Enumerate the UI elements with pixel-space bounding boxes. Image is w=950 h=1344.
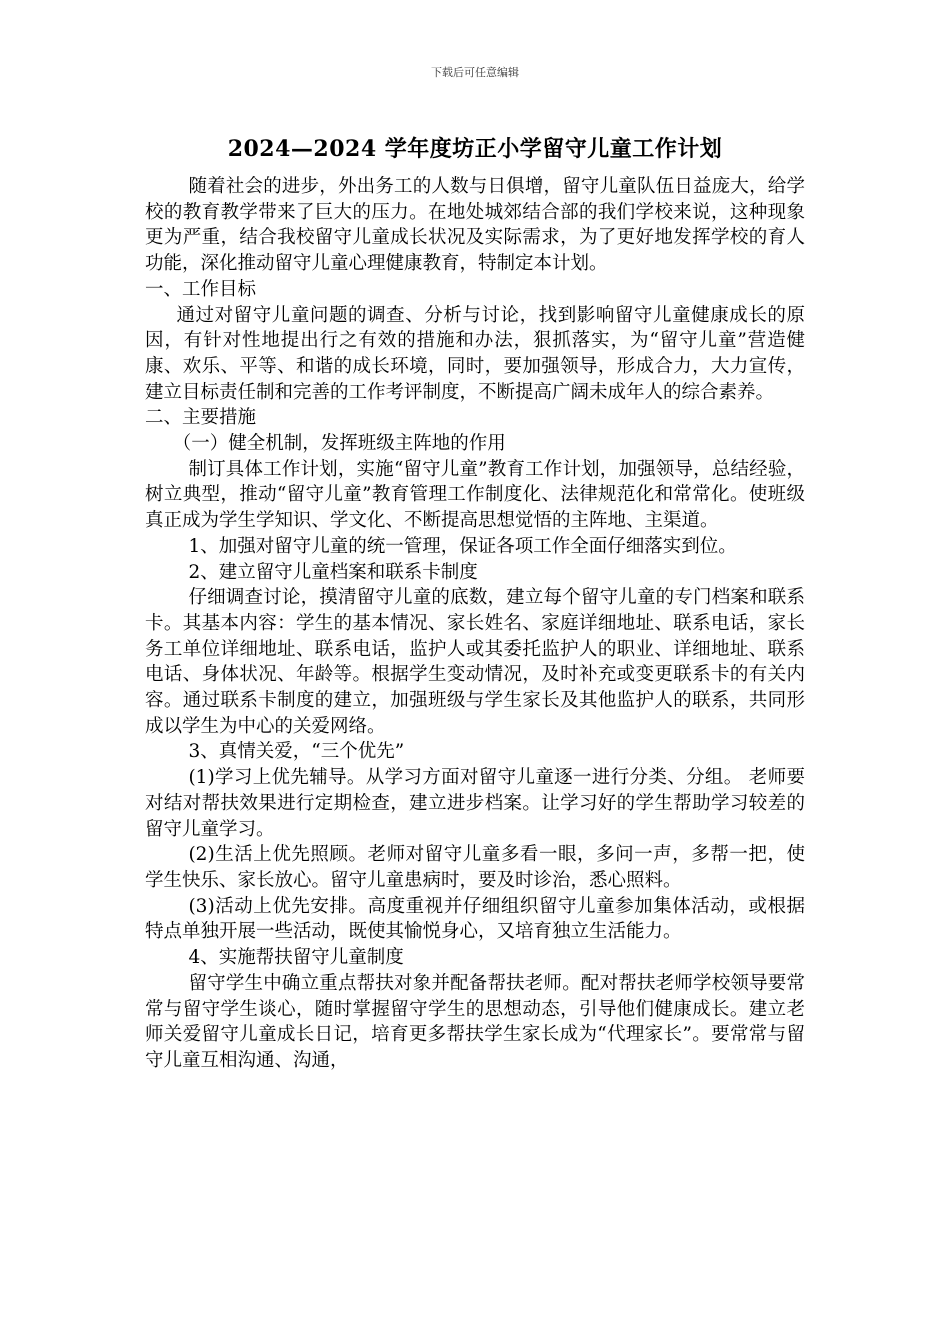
item-1-paragraph: 1、加强对留守儿童的统一管理，保证各项工作全面仔细落实到位。	[188, 535, 737, 557]
goals-paragraph: 通过对留守儿童问题的调查、分析与讨论，找到影响留守儿童健康成长的原因，有针对性地提出行之有效的措施和办法，狠抓落实，为“留守儿童”营造健康、欢乐、平等、和谐的成长环境，同时，要加强领导，形成合力，大力宣传，建立目标责任制和完善的工作考评制度，不断提高广阔未成年人的综合素养。	[145, 304, 805, 403]
item-3-3-paragraph: (3)活动上优先安排。高度重视并仔细组织留守儿童参加集体活动，或根据特点单独开展一些活动，既使其愉悦身心，又培育独立生活能力。	[145, 895, 805, 943]
item-3-heading: 3、真情关爱，“三个优先”	[188, 741, 405, 763]
section-heading-goals: 一、工作目标	[145, 278, 257, 300]
item-3-2-paragraph: (2)生活上优先照顾。老师对留守儿童多看一眼，多问一声，多帮一把，使学生快乐、家长放心。留守儿童患病时，要及时诊治，悉心照料。	[145, 844, 805, 891]
mechanism-paragraph: 制订具体工作计划，实施“留守儿童”教育工作计划，加强领导，总结经验，树立典型，推动“留守儿童”教育管理工作制度化、法律规范化和常常化。使班级真正成为学生学知识、学文化、不断提高思想觉悟的主阵地、主渠道。	[145, 458, 805, 532]
item-4-heading: 4、实施帮扶留守儿童制度	[188, 947, 404, 969]
item-4-paragraph: 留守学生中确立重点帮扶对象并配备帮扶老师。配对帮扶老师学校领导要常常与留守学生谈心，随时掌握留守学生的思想动态，引导他们健康成长。建立老师关爱留守儿童成长日记，培育更多帮扶学生家长成为“代理家长”。要常常与留守儿童互相沟通、沟通，	[145, 972, 805, 1071]
subsection-heading-mechanism: （一）健全机制，发挥班级主阵地的作用	[172, 433, 506, 455]
item-3-1-paragraph: (1)学习上优先辅导。从学习方面对留守儿童逐一进行分类、分组。 老师要对结对帮扶效果进行定期检查，建立进步档案。让学习好的学生帮助学习较差的留守儿童学习。	[145, 767, 805, 840]
document-title: 2024—2024 学年度坊正小学留守儿童工作计划	[227, 136, 723, 162]
header-note: 下载后可任意编辑	[431, 66, 519, 79]
intro-paragraph: 随着社会的进步，外出务工的人数与日俱增，留守儿童队伍日益庞大，给学校的教育教学带来了巨大的压力。在地处城郊结合部的我们学校来说，这种现象更为严重，结合我校留守儿童成长状况及实际需求，为了更好地发挥学校的育人功能，深化推动留守儿童心理健康教育，特制定本计划。	[145, 176, 805, 275]
section-heading-measures: 二、主要措施	[145, 407, 257, 429]
document-body	[145, 174, 805, 1074]
item-2-paragraph: 仔细调查讨论，摸清留守儿童的底数，建立每个留守儿童的专门档案和联系卡。其基本内容：学生的基本情况、家长姓名、家庭详细地址、联系电话，家长务工单位详细地址、联系电话，监护人或其委托监护人的职业、详细地址、联系电话、身体状况、年龄等。根据学生变动情况，及时补充或变更联系卡的有关内容。通过联系卡制度的建立，加强班级与学生家长及其他监护人的联系，共同形成以学生为中心的关爱网络。	[145, 587, 805, 737]
item-2-heading: 2、建立留守儿童档案和联系卡制度	[188, 561, 478, 583]
